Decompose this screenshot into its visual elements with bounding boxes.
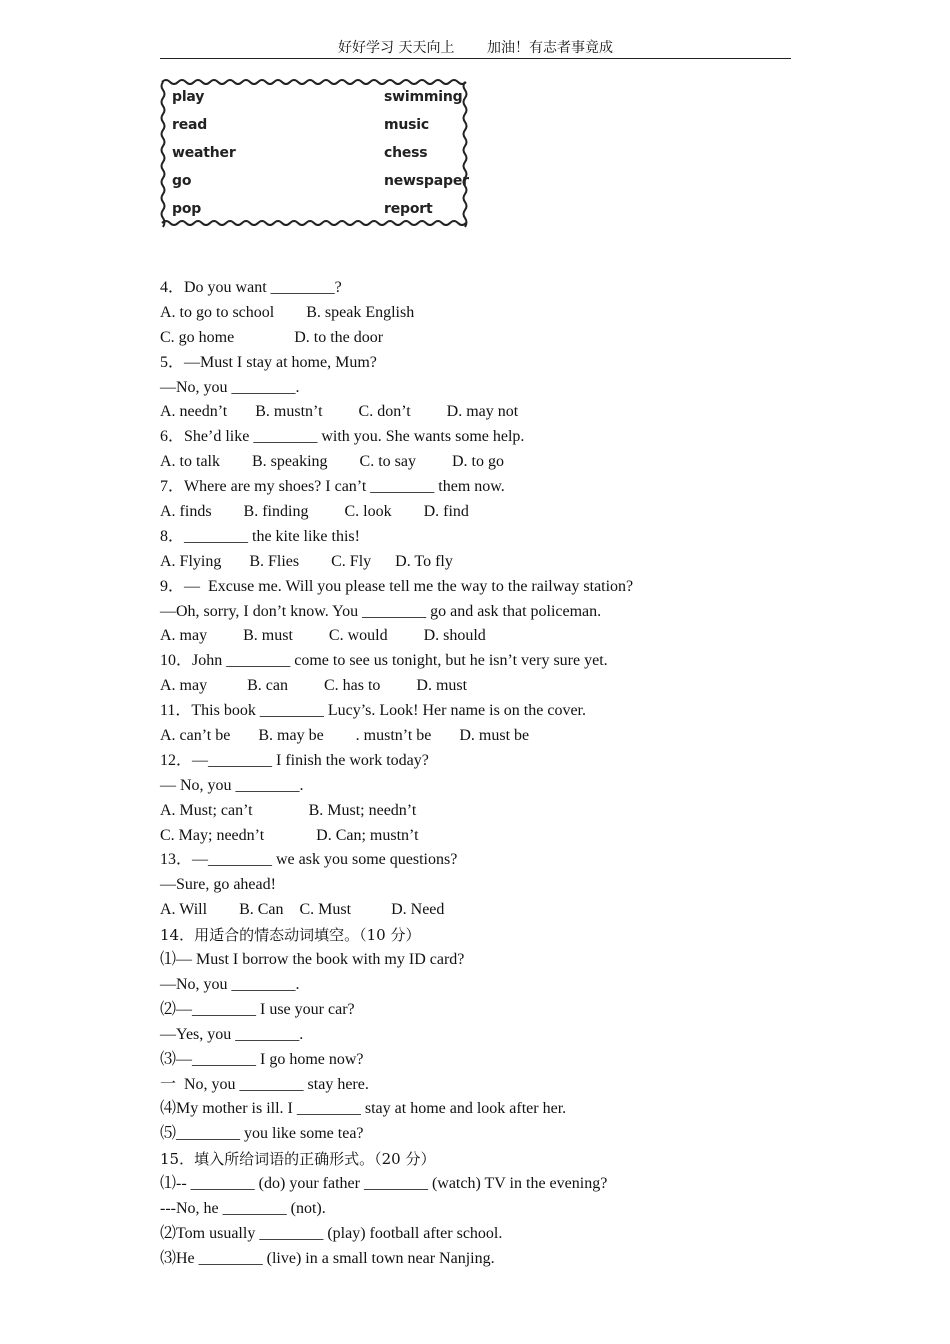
text-line: ⑴— Must I borrow the book with my ID card? [160,951,465,969]
word-box-item: music [384,117,429,133]
text-line: 5．—Must I stay at home, Mum? [160,353,377,371]
text-line: A. to go to school B. speak English [160,303,415,321]
text-line: ⑵Tom usually ________ (play) football after school. [160,1224,503,1242]
text-line: A. Will B. Can C. Must D. Need [160,901,445,919]
word-box-item: report [384,201,433,217]
text-line: —Yes, you ________. [160,1025,304,1043]
word-box-item: pop [172,201,202,217]
text-line: 10．John ________ come to see us tonight, but he isn’t very sure yet. [160,652,608,670]
word-box-item: weather [172,145,236,161]
word-box [160,78,468,226]
text-line: A. may B. can C. has to D. must [160,677,468,695]
text-line: A. Flying B. Flies C. Fly D. To fly [160,552,453,570]
text-line: ⑶—________ I go home now? [160,1050,364,1068]
text-line: 4．Do you want ________? [160,279,342,296]
text-line: 12．—________ I finish the work today? [160,751,429,769]
text-line: —No, you ________. [160,975,300,993]
header-left-text: 好好学习 天天向上 [338,40,455,56]
section-heading: 14．用适合的情态动词填空。（10 分） [160,926,421,945]
text-line: ⑸________ you like some tea? [160,1125,364,1143]
text-line: A. can’t be B. may be . mustn’t be D. must be [160,727,530,745]
text-line: A. finds B. finding C. look D. find [160,503,469,521]
text-line: ⑴-- ________ (do) your father ________ (watch) TV in the evening? [160,1175,608,1193]
word-box-item: read [172,117,208,133]
text-line: C. May; needn’t D. Can; mustn’t [160,826,419,844]
section-heading: 15．填入所给词语的正确形式。（20 分） [160,1150,436,1169]
text-line: —No, you ________. [160,378,300,396]
exercise-lines [160,276,860,1272]
text-line: 7．Where are my shoes? I can’t ________ them now. [160,478,505,496]
word-box-item: play [172,89,205,105]
text-line: A. Must; can’t B. Must; needn’t [160,801,417,819]
word-box-item: swimming [384,89,463,105]
text-line: —Oh, sorry, I don’t know. You ________ go and ask that policeman. [160,602,602,620]
text-line: 11．This book ________ Lucy’s. Look! Her name is on the cover. [160,702,587,720]
text-line: ⑷My mother is ill. I ________ stay at home and look after her. [160,1100,567,1118]
text-line: ⑵—________ I use your car? [160,1000,355,1018]
word-box-item: go [172,173,192,189]
text-line: 13．—________ we ask you some questions? [160,851,458,869]
text-line: A. to talk B. speaking C. to say D. to go [160,453,504,471]
word-box-item: newspaper [384,173,469,189]
text-line: —Sure, go ahead! [160,876,276,894]
text-line: ---No, he ________ (not). [160,1199,326,1217]
page-header [160,38,791,59]
word-box-item: chess [384,145,428,161]
text-line: 9．— Excuse me. Will you please tell me the way to the railway station? [160,577,634,595]
header-right-text: 加油！有志者事竟成 [486,40,613,56]
text-line: ⑶He ________ (live) in a small town near Nanjing. [160,1249,495,1267]
text-line: 6．She’d like ________ with you. She wants some help. [160,428,525,446]
text-line: A. needn’t B. mustn’t C. don’t D. may not [160,403,519,421]
text-line: A. may B. must C. would D. should [160,627,486,645]
text-line: C. go home D. to the door [160,328,384,346]
text-line: 8．________ the kite like this! [160,527,360,545]
text-line: 一 No, you ________ stay here. [160,1075,369,1093]
text-line: — No, you ________. [160,776,304,794]
